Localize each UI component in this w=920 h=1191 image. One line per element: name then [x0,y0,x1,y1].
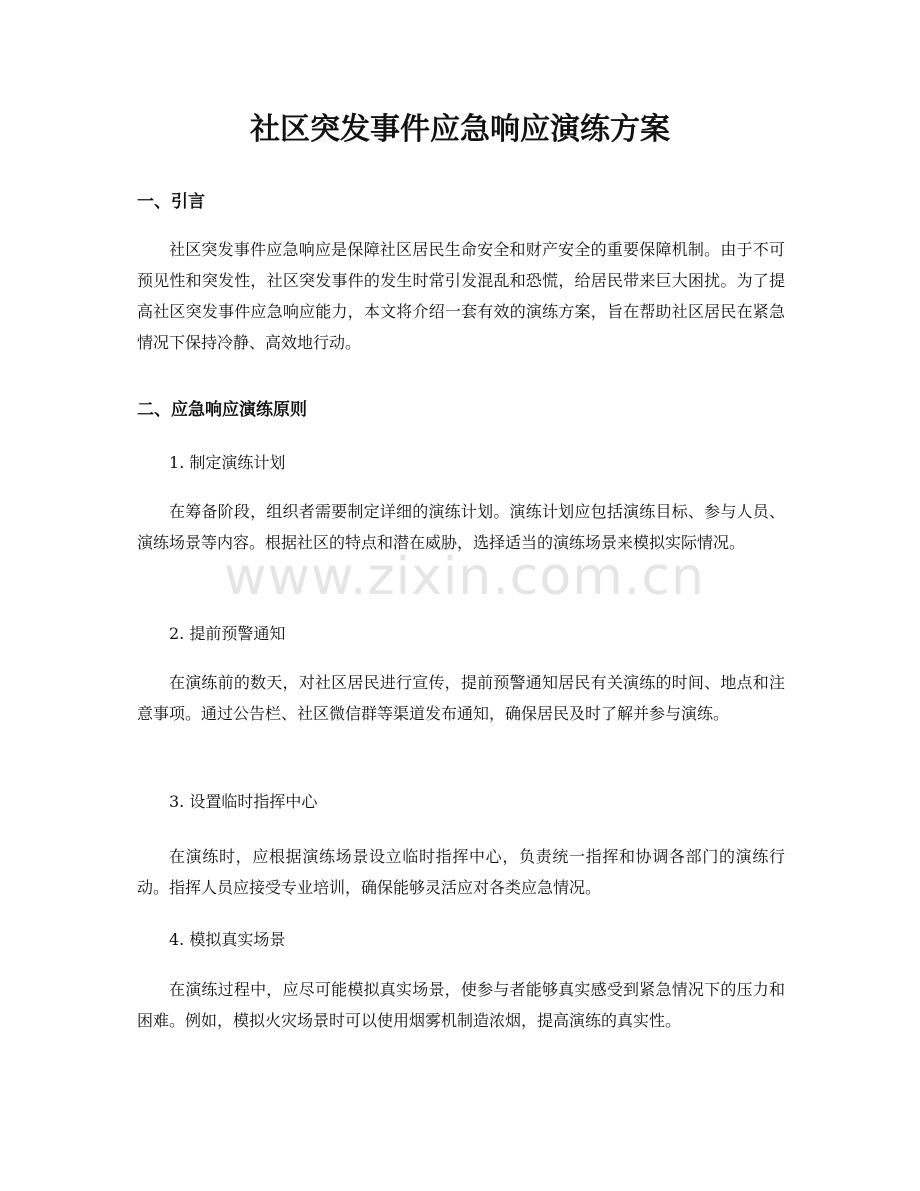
principle-title-1: 1. 制定演练计划 [169,453,286,472]
introduction-paragraph: 社区突发事件应急响应是保障社区居民生命安全和财产安全的重要保障机制。由于不可预见性和突发性，社区突发事件的发生时常引发混乱和恐慌，给居民带来巨大困扰。为了提高社区突发事件应急响应能力，本文将介绍一套有效的演练方案，旨在帮助社区居民在紧急情况下保持冷静、高效地行动。 [137,240,785,352]
document-title: 社区突发事件应急响应演练方案 [250,112,670,147]
principle-text-4: 在演练过程中，应尽可能模拟真实场景，使参与者能够真实感受到紧急情况下的压力和困难。例如，模拟火灾场景时可以使用烟雾机制造浓烟，提高演练的真实性。 [137,980,785,1030]
principle-text-2: 在演练前的数天，对社区居民进行宣传，提前预警通知居民有关演练的时间、地点和注意事项。通过公告栏、社区微信群等渠道发布通知，确保居民及时了解并参与演练。 [137,673,785,723]
principle-text-1: 在筹备阶段，组织者需要制定详细的演练计划。演练计划应包括演练目标、参与人员、演练场景等内容。根据社区的特点和潜在威胁，选择适当的演练场景来模拟实际情况。 [137,502,785,552]
principle-title-2: 2. 提前预警通知 [169,624,286,643]
principle-title-4: 4. 模拟真实场景 [169,930,286,949]
watermark-text: www.zixin.com.cn [224,547,705,607]
section-heading-principles: 二、应急响应演练原则 [137,400,307,420]
principle-title-3: 3. 设置临时指挥中心 [169,792,318,811]
principle-text-3: 在演练时，应根据演练场景设立临时指挥中心，负责统一指挥和协调各部门的演练行动。指挥人员应接受专业培训，确保能够灵活应对各类应急情况。 [137,847,785,897]
section-heading-introduction: 一、引言 [137,192,205,212]
